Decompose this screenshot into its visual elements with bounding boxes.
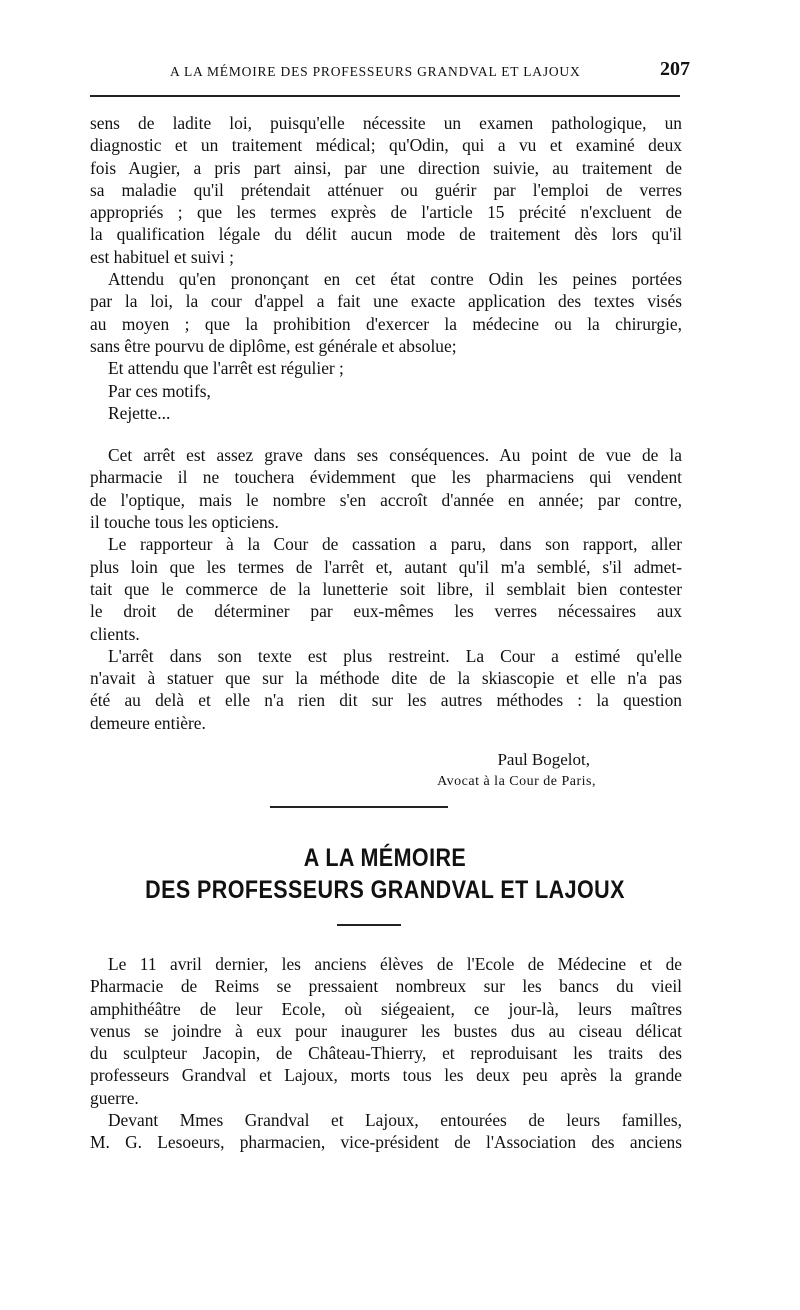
text-line: n'avait à statuer que sur la méthode dite de la skiascopie et elle n'a pas (90, 668, 682, 689)
text-line: sans être pourvu de diplôme, est générale et absolue; (90, 335, 457, 356)
section-divider-top (270, 806, 448, 808)
text-line: demeure entière. (90, 712, 206, 733)
text-line: est habituel et suivi ; (90, 246, 234, 267)
page-header (90, 58, 690, 88)
section-divider-bottom (337, 924, 401, 926)
section-title-line-1: A LA MÉMOIRE (303, 844, 467, 872)
text-line: guerre. (90, 1087, 139, 1108)
text-line: Attendu qu'en prononçant en cet état contre Odin les peines portées (108, 269, 682, 290)
text-line: Rejette... (108, 402, 171, 423)
header-rule (90, 95, 680, 97)
text-line: M. G. Lesoeurs, pharmacien, vice-président de l'Association des anciens (90, 1132, 682, 1153)
signature-role: Avocat à la Cour de Paris, (437, 774, 596, 789)
text-line: pharmacie il ne touchera évidemment que les pharmaciens qui vendent (90, 467, 682, 488)
text-line: professeurs Grandval et Lajoux, morts tous les deux peu après la grande (90, 1065, 682, 1086)
text-line: diagnostic et un traitement médical; qu'Odin, qui a vu et examiné deux (90, 135, 682, 156)
page-number: 207 (660, 58, 690, 80)
text-line: amphithéâtre de leur Ecole, où siégeaient, ce jour-là, leurs maîtres (90, 998, 682, 1019)
paragraph-gap (90, 424, 682, 444)
text-line: tait que le commerce de la lunetterie soit libre, il semblait bien contester (90, 578, 682, 599)
text-line: Par ces motifs, (108, 380, 211, 401)
signature-name: Paul Bogelot, (497, 750, 590, 769)
text-line: clients. (90, 623, 140, 644)
section-title-line-2: DES PROFESSEURS GRANDVAL ET LAJOUX (145, 876, 625, 904)
text-line: Cet arrêt est assez grave dans ses conséquences. Au point de vue de la (108, 445, 682, 466)
text-line: il touche tous les opticiens. (90, 512, 279, 533)
memorial-article-text (90, 953, 682, 1154)
text-line: fois Augier, a pris part ainsi, par une direction suivie, au traitement de (90, 157, 682, 178)
text-line: venus se joindre à eux pour inaugurer les bustes dus au ciseau délicat (90, 1020, 682, 1041)
text-line: Pharmacie de Reims se pressaient nombreux sur les bancs du vieil (90, 976, 682, 997)
text-line: Le rapporteur à la Cour de cassation a paru, dans son rapport, aller (108, 534, 682, 555)
text-line: L'arrêt dans son texte est plus restreint. La Cour a estimé qu'elle (108, 645, 682, 666)
text-line: sens de ladite loi, puisqu'elle nécessite un examen pathologique, un (90, 113, 682, 133)
text-line: Et attendu que l'arrêt est régulier ; (108, 358, 344, 379)
text-line: Devant Mmes Grandval et Lajoux, entourées de leurs familles, (108, 1110, 682, 1131)
text-line: plus loin que les termes de l'arrêt et, autant qu'il m'a semblé, s'il admet- (90, 556, 682, 577)
text-line: de l'optique, mais le nombre s'en accroît d'année en année; par contre, (90, 489, 682, 510)
text-line: Le 11 avril dernier, les anciens élèves de l'Ecole de Médecine et de (108, 954, 682, 974)
text-line: appropriés ; que les termes exprès de l'article 15 précité n'excluent de (90, 202, 682, 223)
running-title: A LA MÉMOIRE DES PROFESSEURS GRANDVAL ET LAJOUX (170, 64, 581, 79)
text-line: au moyen ; que la prohibition d'exercer la médecine ou la chirurgie, (90, 313, 682, 334)
text-line: du sculpteur Jacopin, de Château-Thierry, et reproduisant les traits des (90, 1043, 682, 1064)
text-line: par la loi, la cour d'appel a fait une exacte application des textes visés (90, 291, 682, 312)
text-line: été au delà et elle n'a rien dit sur les autres méthodes : la question (90, 690, 682, 711)
text-line: sa maladie qu'il prétendait atténuer ou guérir par l'emploi de verres (90, 179, 682, 200)
court-ruling-text (90, 112, 682, 734)
text-line: la qualification légale du délit aucun mode de traitement dès lors qu'il (90, 224, 682, 245)
text-line: le droit de déterminer par eux-mêmes les verres nécessaires aux (90, 601, 682, 622)
